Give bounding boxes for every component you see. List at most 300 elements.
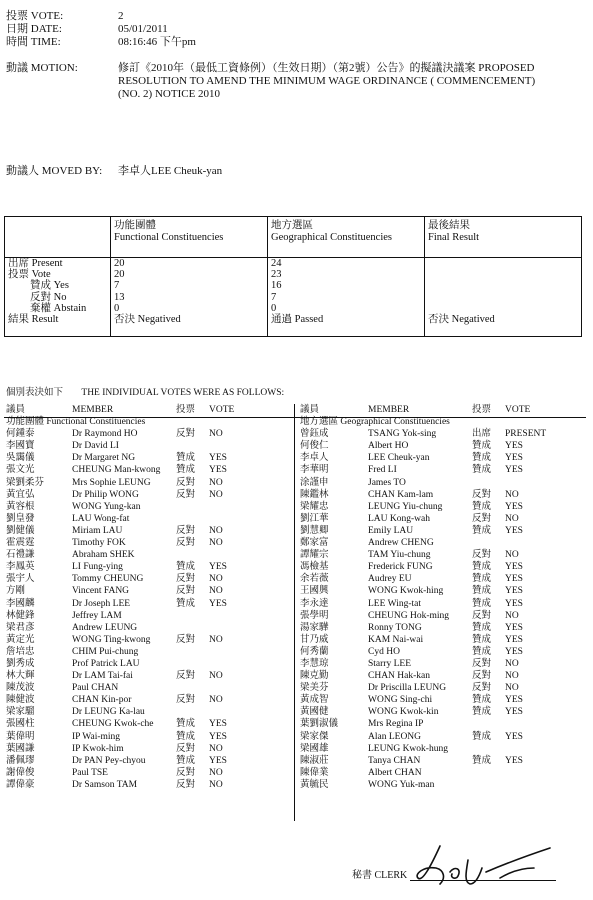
geographical-vote-row [300,501,586,513]
geographical-columns-header [300,404,586,416]
functional-vote-row [6,501,292,513]
member-name-zh: 湯家驊 [300,622,329,633]
member-name-zh: 李國麟 [6,598,35,609]
row-label-yes: 贊成 Yes [30,280,69,292]
col-vote-zh: 投票 [472,405,492,415]
clerk-label: 秘書 CLERK [352,870,408,881]
geographical-vote: 23 [271,269,282,281]
vote-zh: 贊成 [472,695,492,706]
geographical-vote-row [300,598,586,610]
summary-geographical-header [268,217,425,258]
member-name-zh: 張國柱 [6,719,35,730]
vote-zh: 贊成 [472,586,492,597]
member-name-en: Cyd HO [368,646,400,657]
member-name-en: Jeffrey LAM [72,610,122,621]
vote-en: NO [505,671,519,682]
geographical-yes: 16 [271,280,282,292]
geographical-vote-row [300,658,586,670]
final-no [428,292,578,303]
geographical-vote-row [300,718,586,730]
member-name-en: Fred LI [368,465,397,476]
member-name-en: LEE Cheuk-yan [368,453,430,464]
member-name-zh: 葉劉淑儀 [300,719,339,730]
functional-vote-row [6,525,292,537]
summary-final-header [425,217,582,258]
member-name-en: Ronny TONG [368,622,422,633]
vote-en: YES [209,731,227,742]
member-name-zh: 葉國謙 [6,743,35,754]
vote-zh: 反對 [176,477,196,488]
member-name-zh: 張學明 [300,610,329,621]
member-name-zh: 李永達 [300,598,329,609]
geographical-vote-row [300,634,586,646]
member-name-zh: 陳茂波 [6,683,35,694]
geographical-vote-row [300,440,586,452]
geographical-vote-row [300,464,586,476]
member-name-zh: 李華明 [300,465,329,476]
functional-vote-row [6,682,292,694]
vote-en: NO [505,489,519,500]
member-name-zh: 涂謹申 [300,477,329,488]
vote-en: YES [505,441,523,452]
col-vote-en: VOTE [209,405,235,415]
functional-vote-row [6,743,292,755]
final-header-en: Final Result [428,232,480,243]
geographical-vote-row [300,549,586,561]
vote-en: PRESENT [505,429,547,440]
vote-zh: 反對 [472,550,492,561]
summary-body-row [5,258,582,337]
time-value: 08:16:46 下午pm [118,36,196,48]
vote-zh: 反對 [472,513,492,524]
geographical-vote-row [300,525,586,537]
functional-vote-row [6,694,292,706]
member-name-en: KAM Nai-wai [368,634,424,645]
member-name-zh: 馮檢基 [300,562,329,573]
vote-en: YES [505,731,523,742]
member-name-en: Dr Samson TAM [72,779,138,790]
final-header-zh: 最後結果 [428,220,470,231]
member-name-en: WONG Sing-chi [368,695,433,706]
vote-en: YES [209,465,227,476]
geographical-results [268,258,425,337]
functional-vote-row [6,440,292,452]
member-name-zh: 梁劉柔芬 [6,477,45,488]
vote-zh: 反對 [176,586,196,597]
vote-en: YES [505,465,523,476]
vote-zh: 反對 [176,429,196,440]
vote-en: YES [209,755,227,766]
clerk-signature [410,838,560,890]
vote-zh: 贊成 [176,562,196,573]
vote-en: NO [209,767,223,778]
member-name-en: Vincent FANG [72,586,130,597]
functional-vote-row [6,646,292,658]
member-name-en: Mrs Regina IP [368,719,424,730]
member-name-en: WONG Kwok-kin [368,707,439,718]
member-name-zh: 黃成智 [300,695,329,706]
member-name-zh: 陳鑑林 [300,489,329,500]
member-name-en: Andrew LEUNG [72,622,138,633]
functional-section-title [6,416,292,428]
vote-zh: 贊成 [176,755,196,766]
member-name-en: Dr LAM Tai-fai [72,671,133,682]
vote-en: YES [209,598,227,609]
summary-row-labels [5,258,111,337]
col-member-zh: 議員 [300,405,320,415]
functional-vote-row [6,573,292,585]
vote-en: NO [209,634,223,645]
functional-present: 20 [114,258,125,269]
member-name-en: LI Fung-ying [72,562,123,573]
functional-result: 否決 Negatived [114,313,181,325]
functional-header-en: Functional Constituencies [114,232,224,243]
vote-zh: 贊成 [176,731,196,742]
geographical-present: 24 [271,258,282,269]
member-name-zh: 吳靄儀 [6,453,35,464]
final-vote [428,269,578,280]
moved-by-label: 動議人 MOVED BY: [6,165,103,177]
vote-en: NO [505,550,519,561]
member-name-en: Frederick FUNG [368,562,433,573]
vote-en: NO [209,477,223,488]
functional-vote-row [6,585,292,597]
member-name-zh: 陳偉業 [300,767,329,778]
functional-vote-row [6,598,292,610]
member-name-en: LEUNG Kwok-hung [368,743,448,754]
final-yes [428,280,578,291]
vote-en: NO [505,610,519,621]
vote-zh: 贊成 [472,646,492,657]
vote-en: NO [209,489,223,500]
functional-vote-row [6,670,292,682]
vote-en: NO [209,671,223,682]
functional-vote-row [6,755,292,767]
member-name-en: Tanya CHAN [368,755,421,766]
geographical-vote-row [300,755,586,767]
member-name-en: Paul CHAN [72,683,119,694]
vote-en: NO [209,695,223,706]
member-name-en: CHAN Kam-lam [368,489,434,500]
geographical-vote-row [300,428,586,440]
member-name-zh: 林健鋒 [6,610,35,621]
functional-header-zh: 功能團體 [114,220,156,231]
individual-heading-zh: 個別表決如下 [6,388,64,398]
geographical-section-title [300,416,586,428]
member-name-zh: 劉江華 [300,513,329,524]
row-label-vote: 投票 Vote [8,269,51,281]
member-name-zh: 余若薇 [300,574,329,585]
member-name-en: CHAN Hak-kan [368,671,431,682]
geographical-no: 7 [271,291,277,303]
member-name-en: Dr Philip WONG [72,489,139,500]
final-present [428,258,578,269]
vote-zh: 反對 [176,574,196,585]
vote-zh: 反對 [472,671,492,682]
vote-zh: 反對 [176,767,196,778]
vote-en: YES [505,707,523,718]
functional-vote-row [6,658,292,670]
final-abstain [428,303,578,314]
vote-en: NO [209,574,223,585]
member-name-en: CHEUNG Kwok-che [72,719,154,730]
vote-zh: 贊成 [472,598,492,609]
vote-zh: 反對 [176,525,196,536]
member-name-zh: 陳淑莊 [300,755,329,766]
member-name-zh: 黃宜弘 [6,489,35,500]
geographical-vote-row [300,477,586,489]
member-name-zh: 陳克勤 [300,671,329,682]
member-name-zh: 梁家傑 [300,731,329,742]
member-name-zh: 甘乃威 [300,634,329,645]
functional-columns-header [6,404,292,416]
vote-en: YES [505,622,523,633]
member-name-en: Prof Patrick LAU [72,658,140,669]
geographical-vote-row [300,452,586,464]
summary-header-row [5,217,582,258]
geographical-result: 通過 Passed [271,313,324,325]
geographical-vote-row [300,682,586,694]
vote-en: YES [505,586,523,597]
vote-value: 2 [118,10,124,22]
member-name-en: CHIM Pui-chung [72,646,139,657]
geographical-header-en: Geographical Constituencies [271,232,393,243]
functional-vote-row [6,634,292,646]
member-name-zh: 梁家騮 [6,707,35,718]
geographical-vote-row [300,610,586,622]
member-name-en: CHAN Kin-por [72,695,132,706]
vote-en: NO [505,683,519,694]
member-name-en: Miriam LAU [72,525,123,536]
geographical-vote-row [300,694,586,706]
member-name-zh: 李國寶 [6,441,35,452]
member-name-en: Dr Priscilla LEUNG [368,683,447,694]
member-name-zh: 譚耀宗 [300,550,329,561]
vote-en: NO [505,513,519,524]
member-name-zh: 李鳳英 [6,562,35,573]
member-name-en: Albert HO [368,441,409,452]
member-name-zh: 黃容根 [6,501,35,512]
summary-corner-cell [5,217,111,258]
vote-en: YES [209,453,227,464]
member-name-en: Andrew CHENG [368,538,434,549]
row-label-present: 出席 Present [8,258,63,269]
individual-heading [6,384,284,398]
functional-vote-row [6,706,292,718]
vote-en: NO [209,586,223,597]
row-label-result: 結果 Result [8,313,59,325]
functional-vote-row [6,537,292,549]
summary-functional-header [111,217,268,258]
vote-zh: 贊成 [472,525,492,536]
row-label-abstain: 棄權 Abstain [30,302,87,314]
geographical-rows [300,428,586,791]
functional-yes: 7 [114,280,120,292]
vote-zh: 贊成 [176,453,196,464]
geographical-abstain: 0 [271,302,277,314]
member-name-en: CHEUNG Hok-ming [368,610,450,621]
member-name-en: TSANG Yok-sing [368,429,437,440]
vote-zh: 反對 [472,610,492,621]
col-member-en: MEMBER [368,405,410,415]
member-name-zh: 何俊仁 [300,441,329,452]
vote-zh: 贊成 [472,622,492,633]
vote-zh: 反對 [472,489,492,500]
motion-text: 修訂《2010年（最低工資條例）（生效日期）（第2號）公告》的擬議決議案 PROPOSED RESOLUTION TO AMEND THE MINIMUM WAGE ORDINANCE ( COMMENCEMENT) (NO. 2) NOTICE 2010 [118,62,536,100]
col-vote-en: VOTE [505,405,531,415]
vote-zh: 反對 [176,538,196,549]
vote-zh: 反對 [176,695,196,706]
functional-vote-row [6,610,292,622]
final-results [425,258,582,337]
moved-by-value: 李卓人LEE Cheuk-yan [118,165,223,177]
member-name-zh: 張文光 [6,465,35,476]
vote-en: YES [505,755,523,766]
member-name-zh: 劉皇發 [6,513,35,524]
individual-heading-en: THE INDIVIDUAL VOTES WERE AS FOLLOWS: [81,388,285,398]
geographical-vote-row [300,706,586,718]
vote-en: YES [505,695,523,706]
member-name-zh: 詹培忠 [6,646,35,657]
member-name-zh: 何秀蘭 [300,646,329,657]
time-label: 時間 TIME: [6,36,61,48]
member-name-zh: 謝偉俊 [6,767,35,778]
functional-vote-row [6,622,292,634]
member-name-en: Dr Raymond HO [72,429,138,440]
vote-zh: 贊成 [472,562,492,573]
member-name-en: LEE Wing-tat [368,598,421,609]
functional-rows [6,428,292,791]
member-name-en: Paul TSE [72,767,108,778]
summary-table [4,216,582,337]
vote-zh: 贊成 [472,707,492,718]
geographical-vote-row [300,670,586,682]
functional-vote-row [6,718,292,730]
date-label: 日期 DATE: [6,23,62,35]
functional-title: 功能團體 Functional Constituencies [6,417,146,428]
member-name-zh: 李慧琼 [300,658,329,669]
member-name-en: LEUNG Yiu-chung [368,501,443,512]
member-name-zh: 李卓人 [300,453,329,464]
vote-zh: 反對 [176,671,196,682]
vote-zh: 贊成 [176,598,196,609]
vote-zh: 贊成 [472,441,492,452]
functional-vote-row [6,767,292,779]
geographical-vote-row [300,585,586,597]
vote-en: YES [505,574,523,585]
functional-vote-row [6,731,292,743]
votes-center-divider [294,404,295,821]
geographical-vote-row [300,731,586,743]
functional-vote: 20 [114,269,125,281]
member-name-zh: 林大輝 [6,671,35,682]
geographical-vote-row [300,743,586,755]
vote-en: NO [209,538,223,549]
vote-zh: 反對 [176,779,196,790]
member-name-en: IP Wai-ming [72,731,121,742]
vote-zh: 贊成 [472,634,492,645]
member-name-zh: 鄭家富 [300,538,329,549]
functional-vote-row [6,452,292,464]
member-name-zh: 方剛 [6,586,26,597]
geographical-vote-row [300,646,586,658]
member-name-en: Mrs Sophie LEUNG [72,477,151,488]
member-name-zh: 潘佩璆 [6,755,35,766]
vote-en: YES [505,453,523,464]
col-vote-zh: 投票 [176,405,196,415]
date-value: 05/01/2011 [118,23,168,35]
vote-en: YES [505,525,523,536]
member-name-zh: 劉慧卿 [300,525,329,536]
geographical-title: 地方選區 Geographical Constituencies [300,417,450,428]
geographical-vote-row [300,537,586,549]
member-name-en: Dr Joseph LEE [72,598,131,609]
member-name-en: WONG Kwok-hing [368,586,444,597]
geographical-vote-row [300,561,586,573]
functional-vote-row [6,428,292,440]
vote-en: NO [209,429,223,440]
functional-vote-row [6,549,292,561]
member-name-zh: 葉偉明 [6,731,35,742]
member-name-zh: 石禮謙 [6,550,35,561]
vote-zh: 贊成 [472,501,492,512]
geographical-vote-row [300,779,586,791]
member-name-zh: 張宇人 [6,574,35,585]
vote-en: YES [505,501,523,512]
vote-en: YES [505,598,523,609]
member-name-zh: 曾鈺成 [300,429,329,440]
member-name-en: Dr PAN Pey-chyou [72,755,146,766]
member-name-zh: 梁美芬 [300,683,329,694]
vote-zh: 贊成 [176,719,196,730]
member-name-en: Timothy FOK [72,538,126,549]
vote-en: YES [209,562,227,573]
vote-zh: 贊成 [176,465,196,476]
member-name-en: WONG Yung-kan [72,501,141,512]
geographical-vote-row [300,622,586,634]
member-name-en: WONG Ting-kwong [72,634,151,645]
member-name-en: LAU Kong-wah [368,513,431,524]
col-member-zh: 議員 [6,405,26,415]
vote-en: NO [209,525,223,536]
member-name-en: Audrey EU [368,574,412,585]
functional-vote-row [6,779,292,791]
row-label-no: 反對 No [30,291,67,303]
member-name-en: Alan LEONG [368,731,422,742]
vote-zh: 反對 [176,489,196,500]
member-name-zh: 霍震霆 [6,538,35,549]
member-name-zh: 譚偉豪 [6,779,35,790]
vote-en: YES [505,634,523,645]
member-name-en: WONG Yuk-man [368,779,435,790]
geographical-vote-row [300,489,586,501]
col-member-en: MEMBER [72,405,114,415]
member-name-en: James TO [368,477,406,488]
vote-en: NO [209,779,223,790]
motion-label: 動議 MOTION: [6,62,78,74]
member-name-en: Dr David LI [72,441,119,452]
member-name-en: Albert CHAN [368,767,422,778]
member-name-en: TAM Yiu-chung [368,550,431,561]
vote-zh: 出席 [472,429,492,440]
functional-vote-row [6,489,292,501]
vote-zh: 反對 [472,658,492,669]
member-name-zh: 何鍾泰 [6,429,35,440]
member-name-zh: 王國興 [300,586,329,597]
vote-zh: 贊成 [472,574,492,585]
geographical-header-zh: 地方選區 [271,220,313,231]
vote-en: YES [209,719,227,730]
